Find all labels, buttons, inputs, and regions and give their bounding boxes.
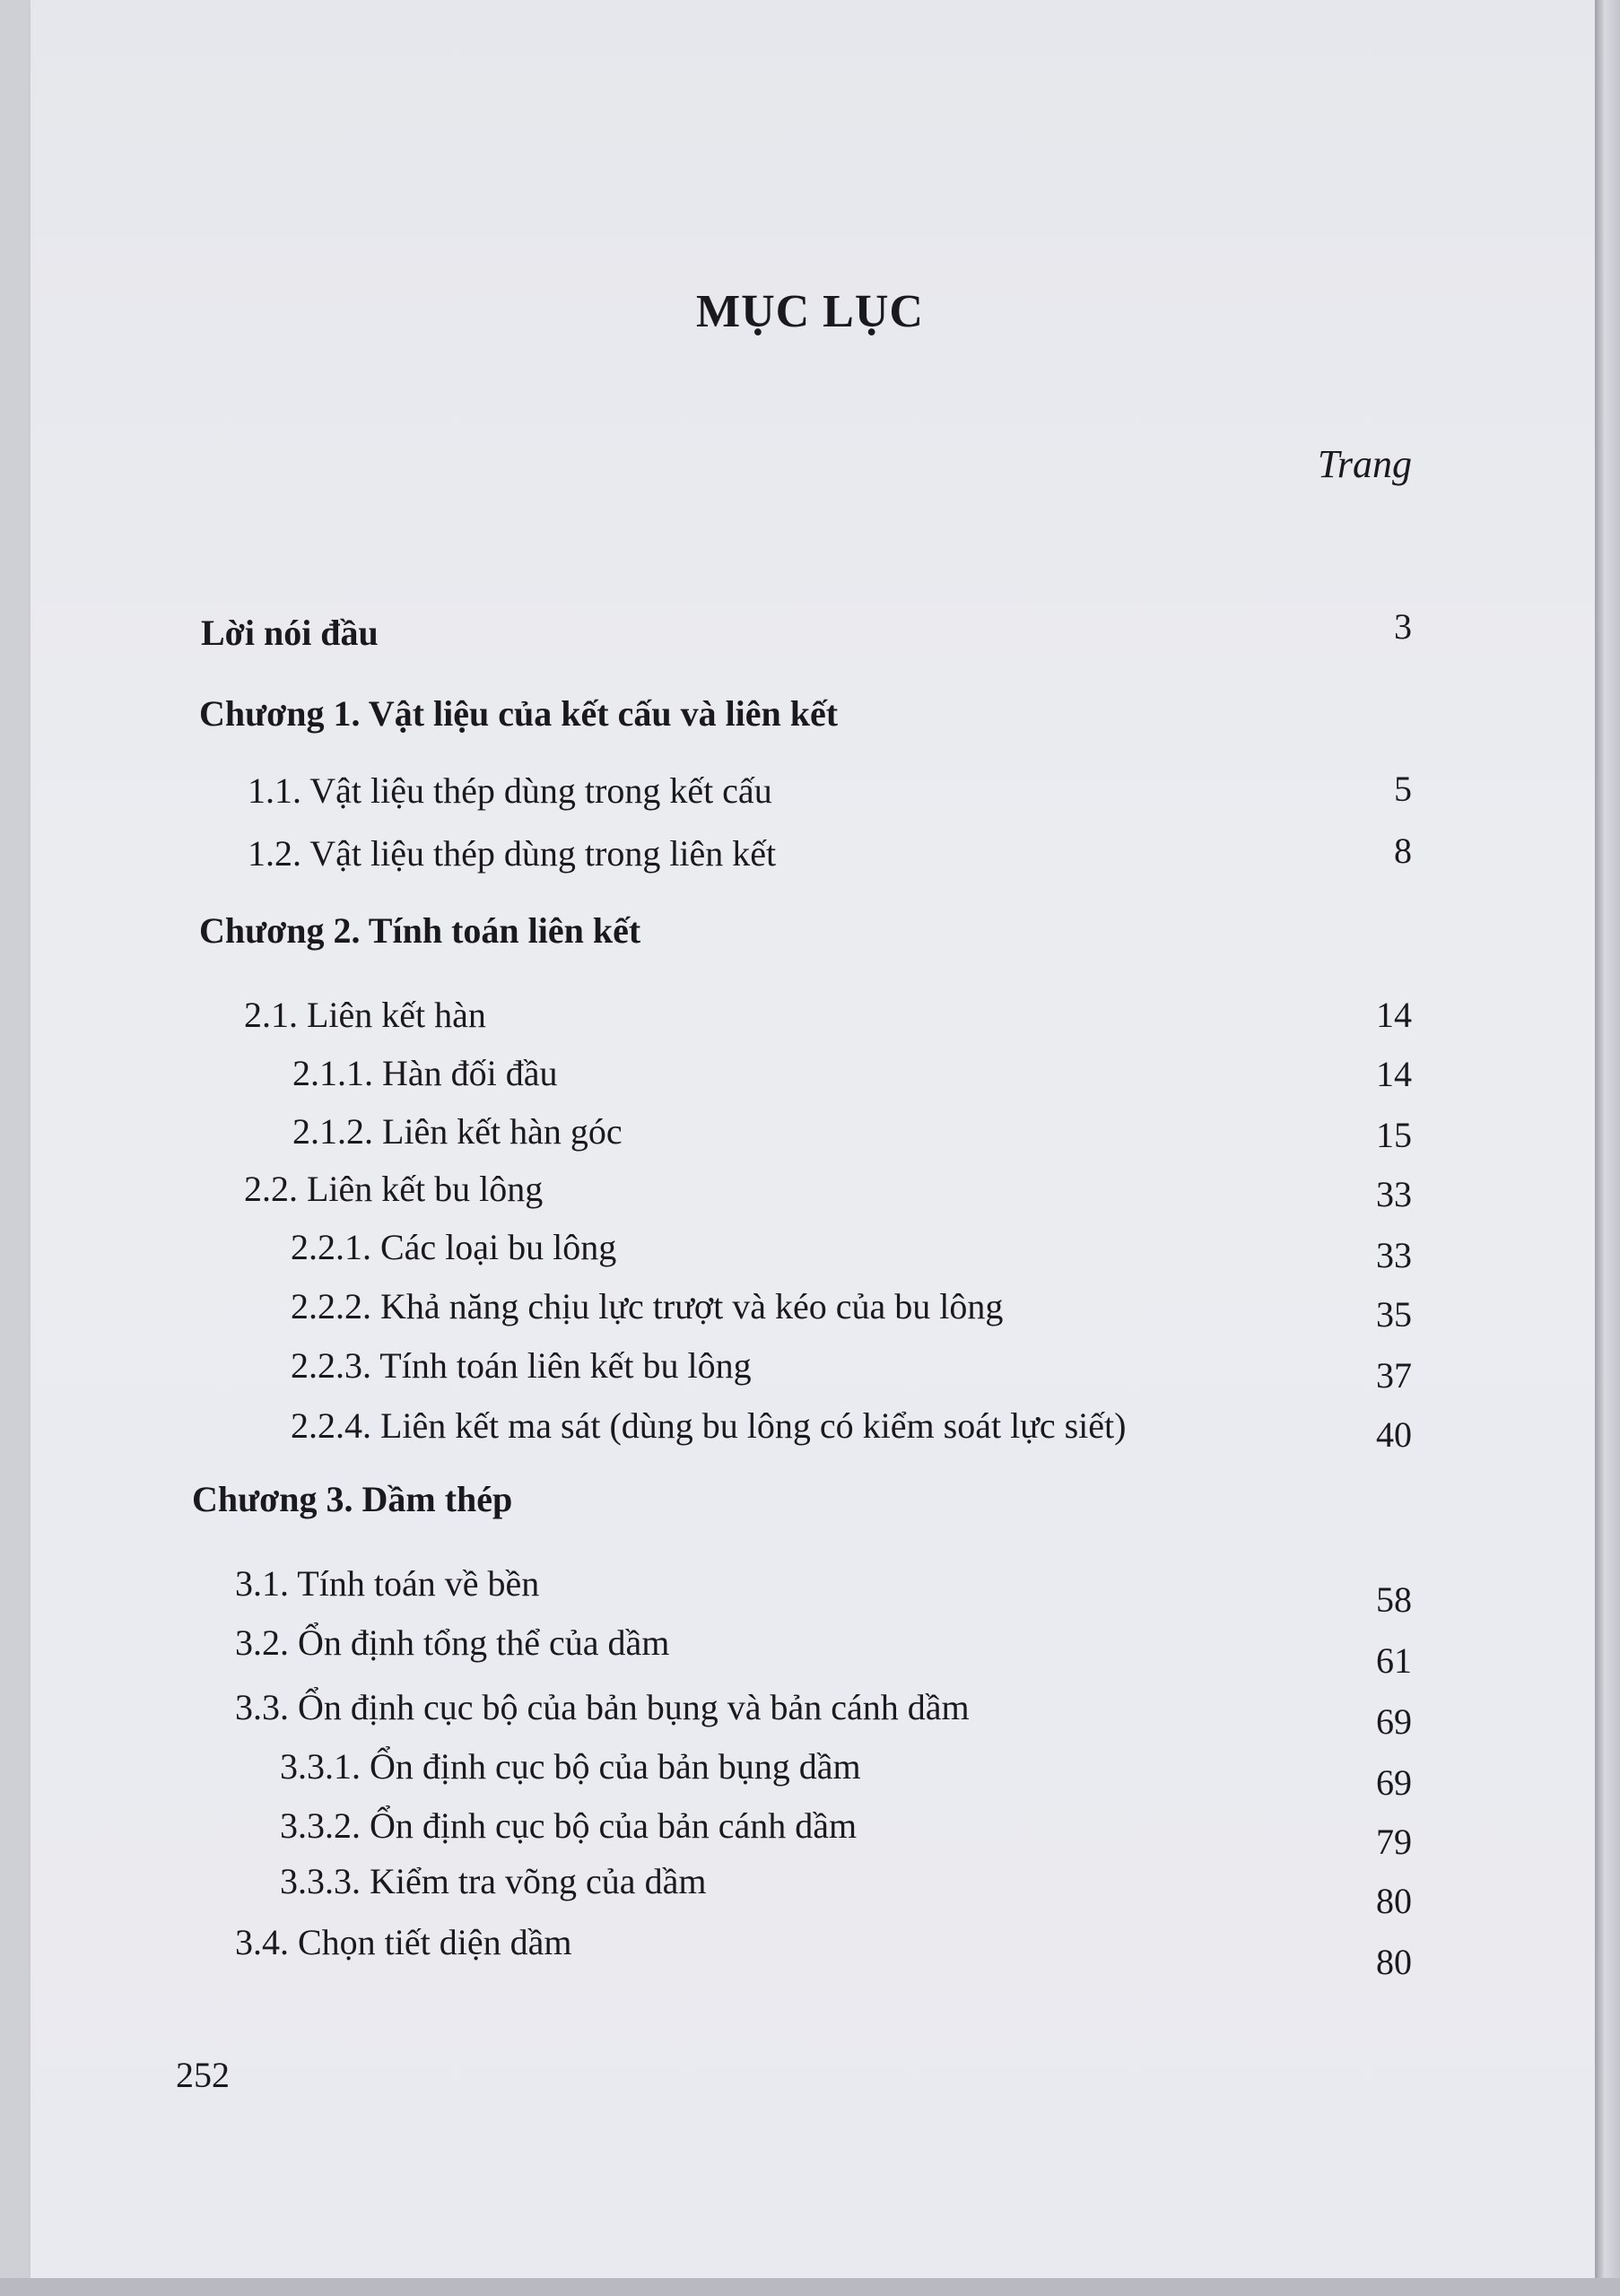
toc-entry-2-2-3: 2.2.3. Tính toán liên kết bu lông: [291, 1345, 752, 1386]
page-title: MỤC LỤC: [696, 286, 924, 337]
toc-page-2-2: 33: [1376, 1174, 1412, 1214]
toc-page-2-2-4: 40: [1376, 1414, 1412, 1455]
toc-page-1-2: 8: [1394, 831, 1412, 871]
toc-page-2-1: 14: [1376, 995, 1412, 1035]
toc-page-3-2: 61: [1376, 1640, 1412, 1681]
toc-entry-2-2: 2.2. Liên kết bu lông: [244, 1169, 544, 1209]
toc-entry-3-3-3: 3.3.3. Kiểm tra võng của dầm: [280, 1861, 707, 1901]
toc-entry-3-2: 3.2. Ổn định tổng thể của dầm: [235, 1622, 670, 1663]
toc-page-2-2-2: 35: [1376, 1294, 1412, 1335]
toc-entry-3-3: 3.3. Ổn định cục bộ của bản bụng và bản cánh dầm: [235, 1687, 970, 1727]
toc-page-3-3-1: 69: [1376, 1762, 1412, 1803]
toc-entry-2-2-1: 2.2.1. Các loại bu lông: [291, 1227, 617, 1267]
toc-entry-3-4: 3.4. Chọn tiết diện dầm: [235, 1922, 572, 1962]
toc-page-3-3: 69: [1376, 1701, 1412, 1742]
toc-entry-2-2-4: 2.2.4. Liên kết ma sát (dùng bu lông có kiểm soát lực siết): [291, 1405, 1127, 1446]
toc-entry-chapter-3: Chương 3. Dầm thép: [192, 1479, 513, 1519]
toc-page-3-4: 80: [1376, 1942, 1412, 1982]
toc-entry-3-3-1: 3.3.1. Ổn định cục bộ của bản bụng dầm: [280, 1746, 861, 1787]
toc-page-2-1-1: 14: [1376, 1054, 1412, 1094]
toc-entry-3-1: 3.1. Tính toán về bền: [235, 1563, 540, 1604]
toc-page-2-2-1: 33: [1376, 1235, 1412, 1275]
toc-page-1-1: 5: [1394, 769, 1412, 809]
toc-entry-preface: Lời nói đầu: [201, 613, 379, 653]
toc-entry-chapter-1: Chương 1. Vật liệu của kết cấu và liên kết: [199, 693, 839, 734]
page-column-label: Trang: [1317, 442, 1412, 486]
toc-page-3-1: 58: [1376, 1579, 1412, 1620]
toc-entry-2-2-2: 2.2.2. Khả năng chịu lực trượt và kéo của bu lông: [291, 1286, 1004, 1326]
page-bottom-edge: [0, 2278, 1620, 2296]
toc-page-3-3-2: 79: [1376, 1822, 1412, 1862]
toc-entry-chapter-2: Chương 2. Tính toán liên kết: [199, 910, 641, 951]
toc-page-2-2-3: 37: [1376, 1355, 1412, 1396]
toc-entry-1-1: 1.1. Vật liệu thép dùng trong kết cấu: [248, 770, 772, 811]
page-number: 252: [176, 2055, 230, 2095]
toc-entry-3-3-2: 3.3.2. Ổn định cục bộ của bản cánh dầm: [280, 1805, 858, 1846]
toc-entry-2-1-1: 2.1.1. Hàn đối đầu: [292, 1053, 558, 1093]
toc-entry-1-2: 1.2. Vật liệu thép dùng trong liên kết: [248, 833, 777, 874]
toc-page-3-3-3: 80: [1376, 1881, 1412, 1921]
toc-entry-2-1-2: 2.1.2. Liên kết hàn góc: [292, 1111, 623, 1152]
toc-page-2-1-2: 15: [1376, 1115, 1412, 1155]
toc-page-preface: 3: [1394, 606, 1412, 647]
toc-entry-2-1: 2.1. Liên kết hàn: [244, 995, 486, 1035]
page-edge: [1595, 0, 1620, 2296]
